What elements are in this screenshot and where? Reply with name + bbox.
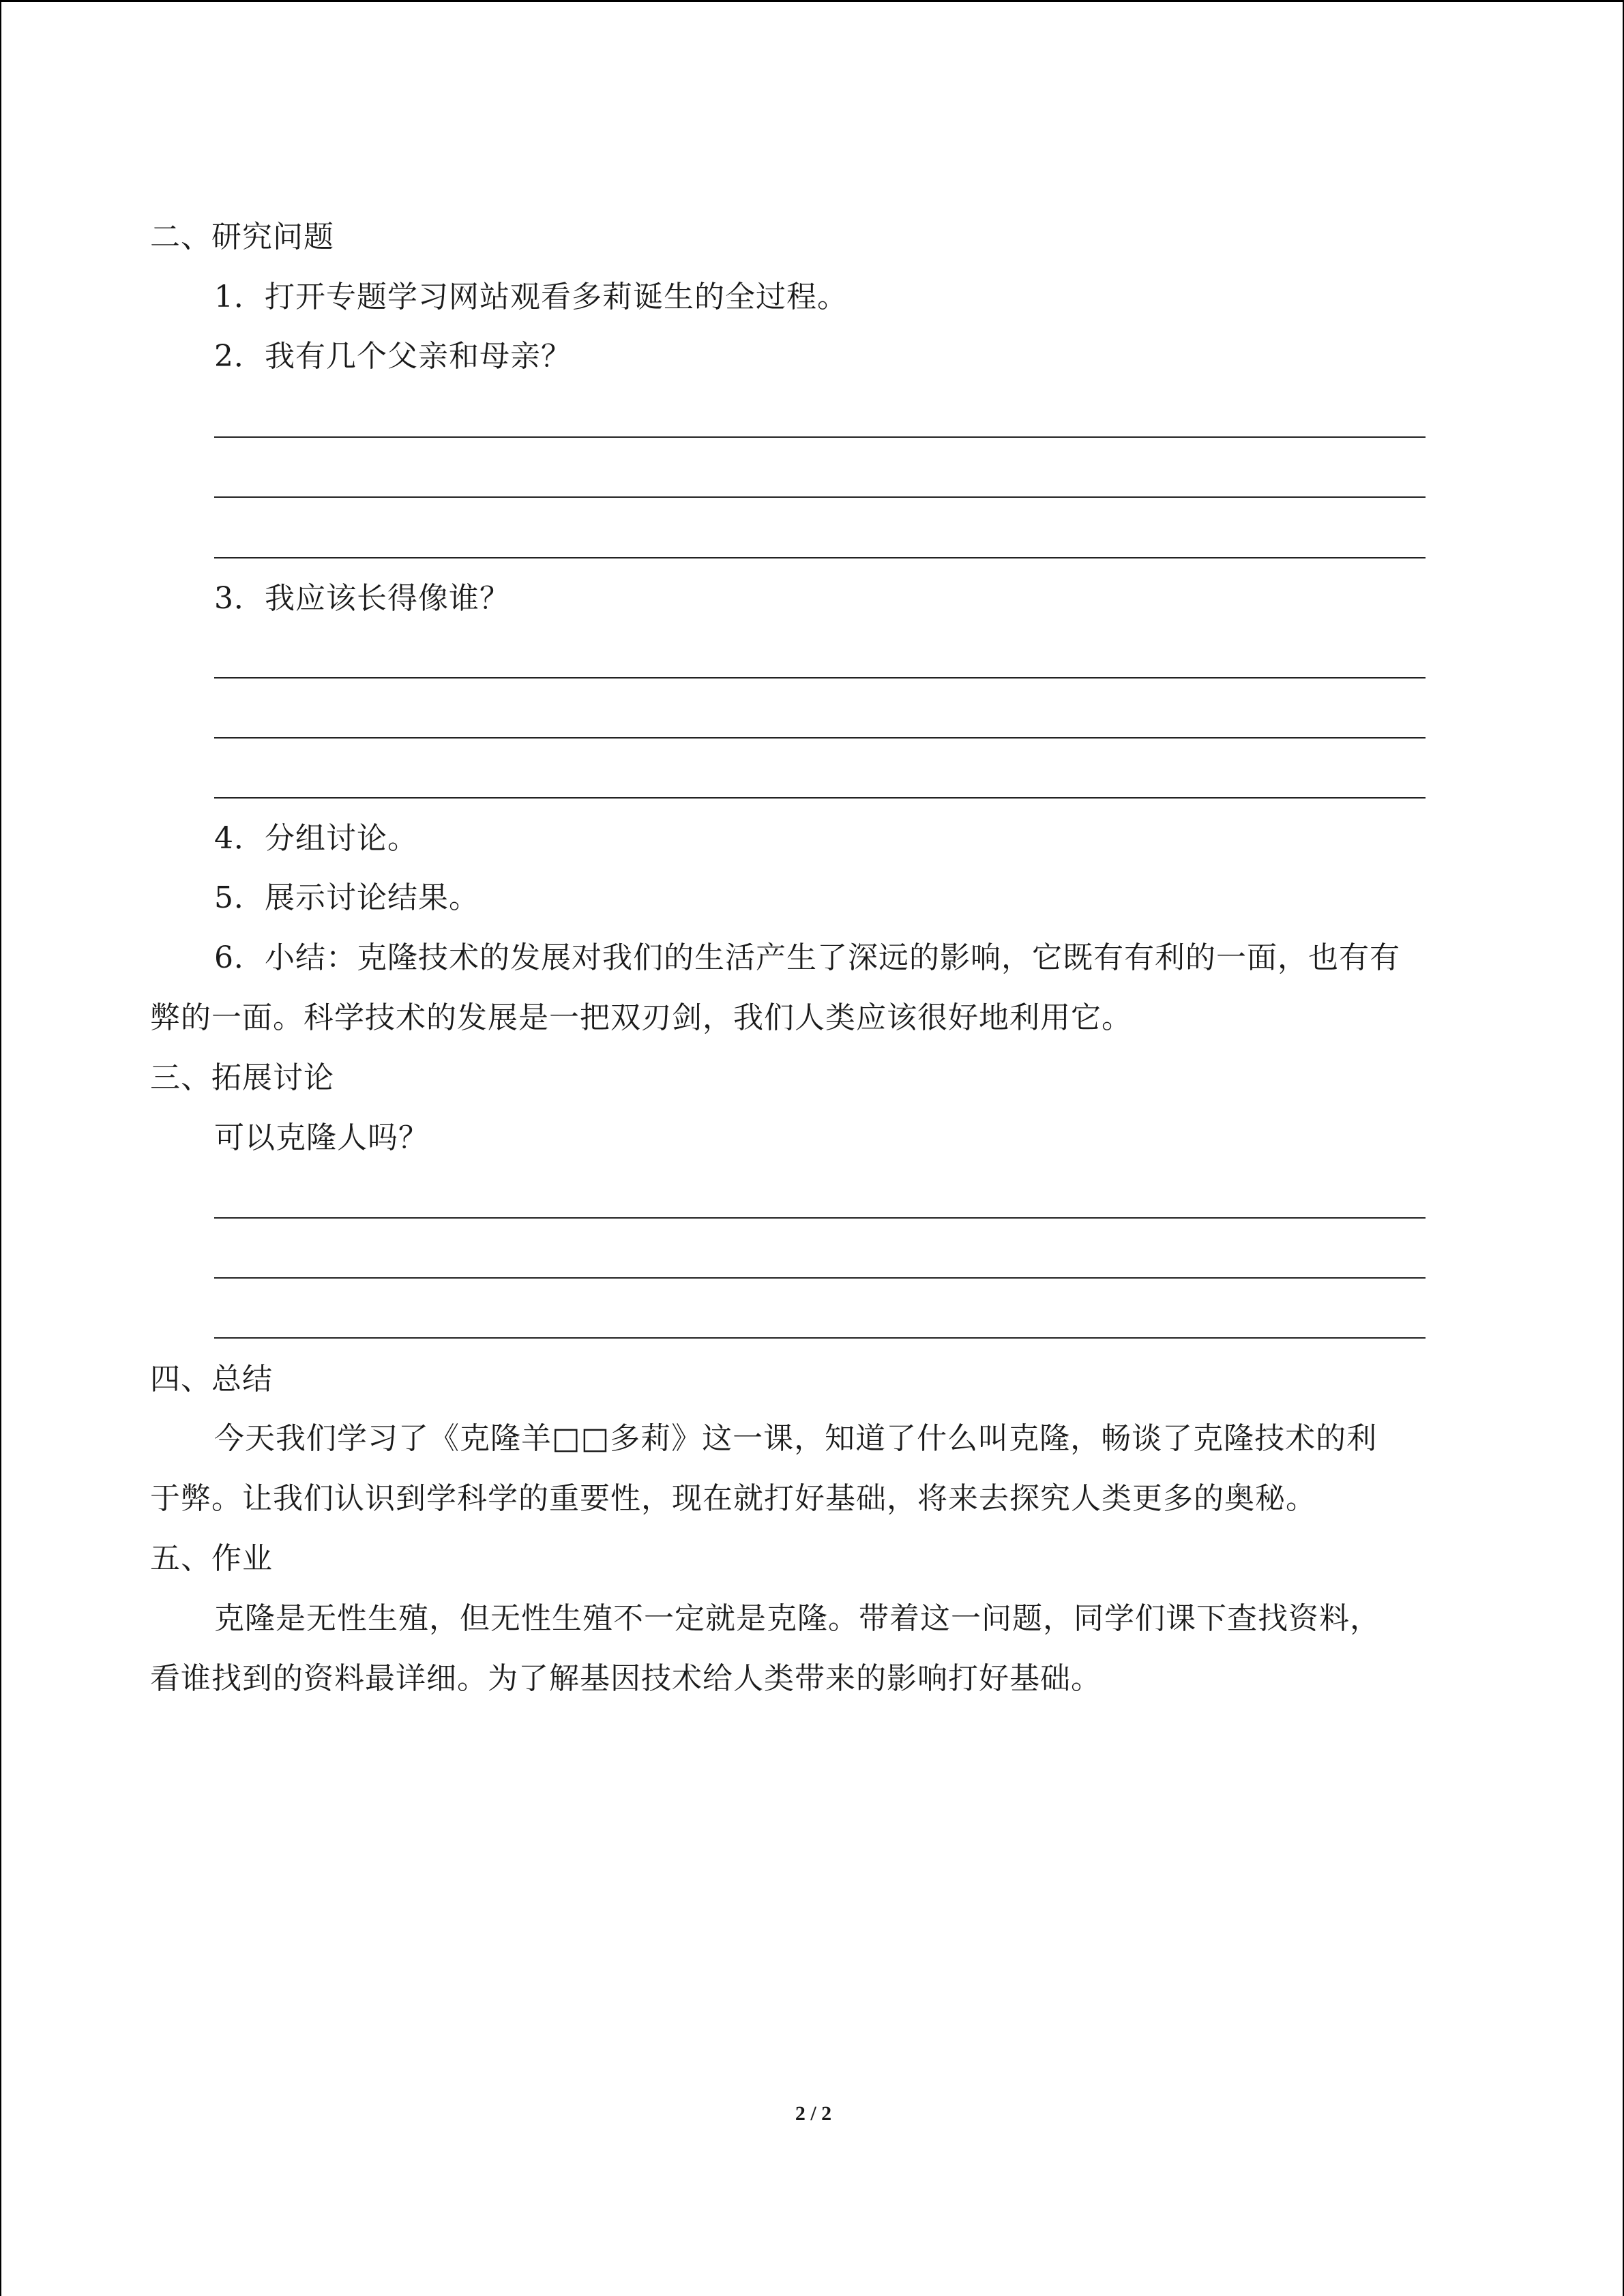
answer-line[interactable] (214, 1277, 1426, 1279)
research-item-6-line1: 6．小结：克隆技术的发展对我们的生活产生了深远的影响，它既有有利的一面，也有有 (214, 940, 1400, 975)
research-item-5: 5．展示讨论结果。 (214, 880, 479, 915)
homework-line2: 看谁找到的资料最详细。为了解基因技术给人类带来的影响打好基础。 (150, 1661, 1102, 1696)
research-item-6-line2: 弊的一面。科学技术的发展是一把双刃剑，我们人类应该很好地利用它。 (150, 1000, 1132, 1035)
section-heading-research: 二、研究问题 (150, 220, 334, 254)
research-item-4: 4．分组讨论。 (214, 821, 418, 856)
research-item-3: 3．我应该长得像谁？ (214, 581, 510, 616)
answer-line[interactable] (214, 737, 1426, 739)
extension-question: 可以克隆人吗？ (214, 1120, 429, 1155)
section-heading-homework: 五、作业 (150, 1541, 273, 1576)
answer-line[interactable] (214, 557, 1426, 558)
answer-line[interactable] (214, 496, 1426, 498)
summary-line2: 于弊。让我们认识到学科学的重要性，现在就打好基础，将来去探究人类更多的奥秘。 (150, 1481, 1316, 1516)
section-heading-summary: 四、总结 (150, 1362, 273, 1397)
answer-line[interactable] (214, 1337, 1426, 1339)
research-item-1: 1．打开专题学习网站观看多莉诞生的全过程。 (214, 280, 848, 314)
answer-line[interactable] (214, 677, 1426, 679)
homework-line1: 克隆是无性生殖，但无性生殖不一定就是克隆。带着这一问题，同学们课下查找资料， (214, 1601, 1381, 1636)
section-heading-extension: 三、拓展讨论 (150, 1060, 334, 1095)
answer-line[interactable] (214, 1217, 1426, 1219)
answer-line[interactable] (214, 436, 1426, 438)
page-number: 2 / 2 (795, 2102, 832, 2125)
research-item-2: 2．我有几个父亲和母亲？ (214, 339, 572, 374)
summary-line1: 今天我们学习了《克隆羊□□多莉》这一课，知道了什么叫克隆，畅谈了克隆技术的利 (214, 1421, 1378, 1456)
answer-line[interactable] (214, 797, 1426, 799)
